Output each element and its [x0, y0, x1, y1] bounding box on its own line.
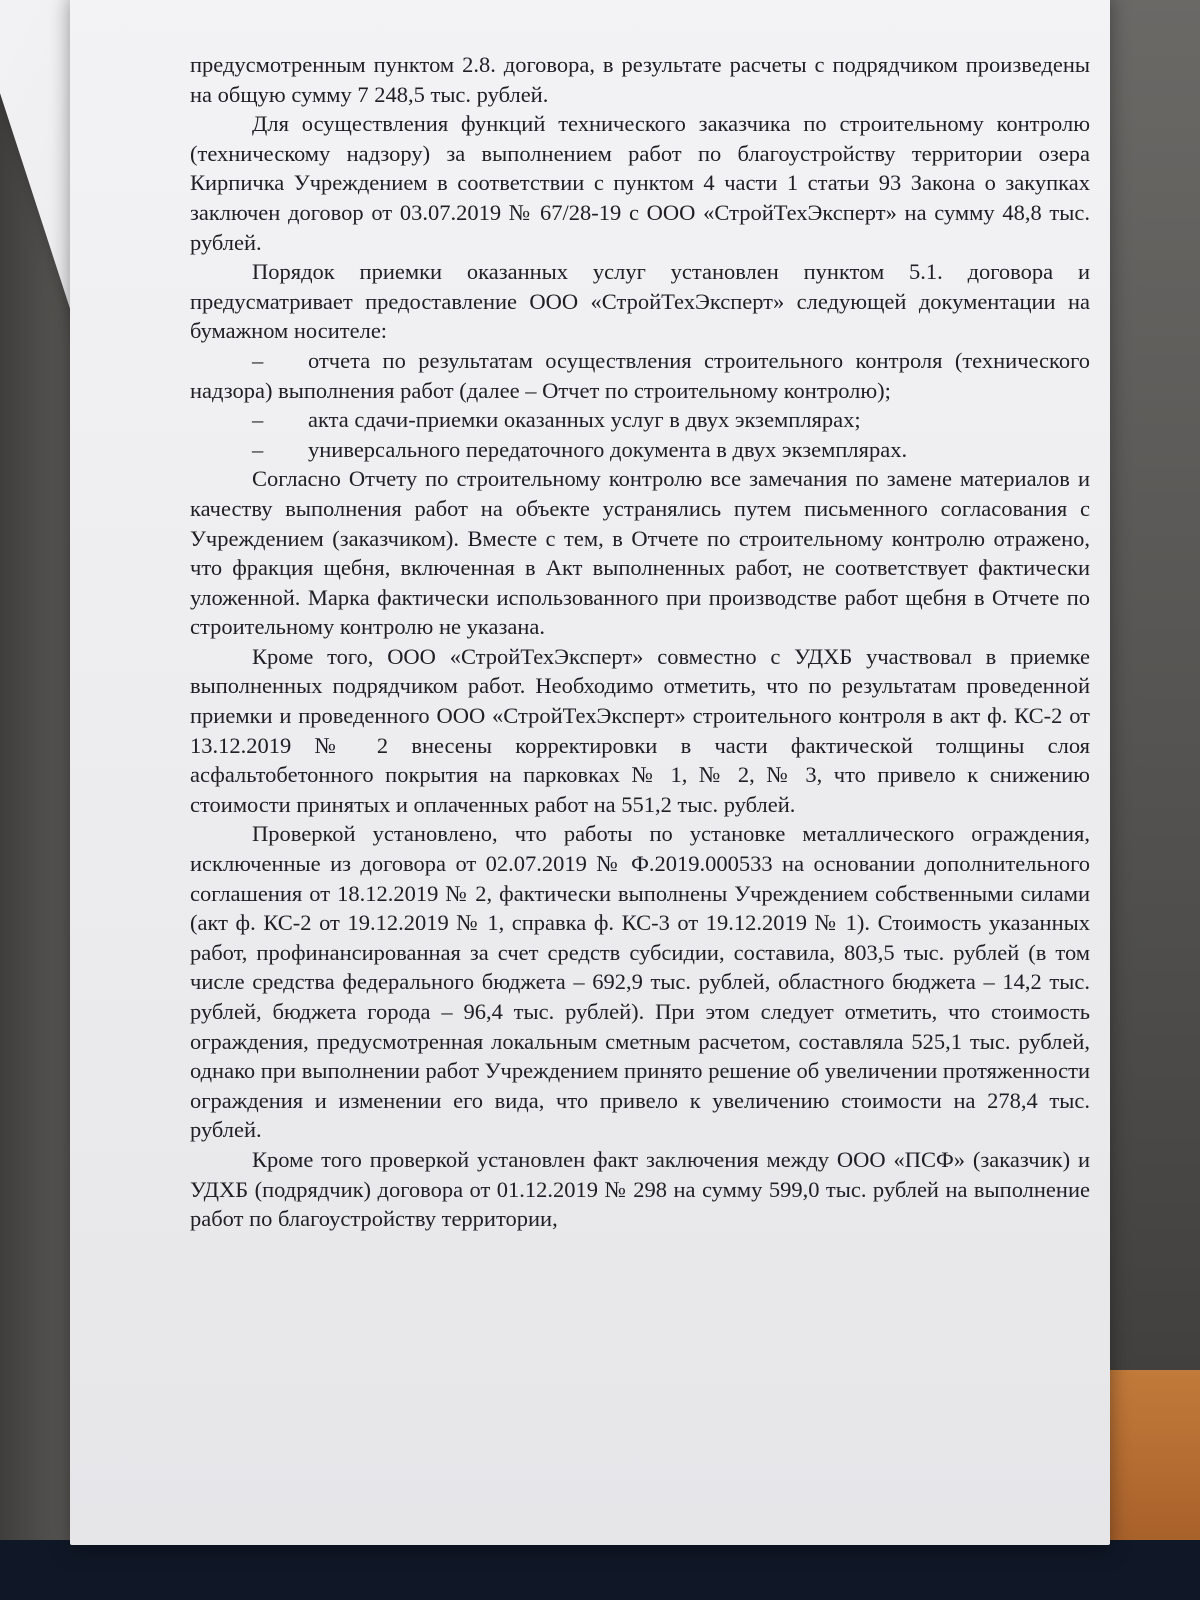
list-dash: –: [252, 407, 264, 433]
background-floor: [0, 1540, 1200, 1600]
list-dash: –: [252, 436, 264, 462]
paragraph-continuation: предусмотренным пунктом 2.8. договора, в результате расчеты с подрядчиком произведены на общую сумму 7 248,5 тыс. рублей.: [190, 52, 1090, 107]
list-dash: –: [252, 347, 264, 373]
document-page: [70, 0, 1110, 1545]
list-item-upd: [190, 435, 1090, 465]
paragraph-construction-report: Согласно Отчету по строительному контролю все замечания по замене материалов и качеству выполнения работ на объекте устранялись путем письменного согласования с Учреждением (заказчиком). Вместе с тем, в Отчете по строительному контролю отражено, что фракция щебня, включенная в Акт выполненных работ, не соответствует фактически уложенной. Марка фактически использованного при производстве работ щебня в Отчете по строительному контролю не указана.: [190, 466, 1090, 640]
list-item-text: универсального передаточного документа в двух экземплярах.: [308, 436, 908, 462]
paragraph-joint-acceptance: Кроме того, ООО «СтройТехЭксперт» совместно с УДХБ участвовал в приемке выполненных подрядчиком работ. Необходимо отметить, что по результатам проведенной приемки и проведенного ООО «СтройТехЭксперт» строительного контроля в акт ф. КС-2 от 13.12.2019 № 2 внесены корректировки в части фактической толщины слоя асфальтобетонного покрытия на парковках № 1, № 2, № 3, что привело к снижению стоимости принятых и оплаченных работ на 551,2 тыс. рублей.: [190, 643, 1090, 817]
paragraph-acceptance-procedure: Порядок приемки оказанных услуг установлен пунктом 5.1. договора и предусматривает предоставление ООО «СтройТехЭксперт» следующей документации на бумажном носителе:: [190, 259, 1090, 344]
paragraph-fence-works: Проверкой установлено, что работы по установке металлического ограждения, исключенные из договора от 02.07.2019 № Ф.2019.000533 на основании дополнительного соглашения от 18.12.2019 № 2, фактически выполнены Учреждением собственными силами (акт ф. КС-2 от 19.12.2019 № 1, справка ф. КС-3 от 19.12.2019 № 1). Стоимость указанных работ, профинансированная за счет средств субсидии, составила, 803,5 тыс. рублей (в том числе средства федерального бюджета – 692,9 тыс. рублей, областного бюджета – 14,2 тыс. рублей, бюджета города – 96,4 тыс. рублей). При этом следует отметить, что стоимость ограждения, предусмотренная локальным сметным расчетом, составляла 525,1 тыс. рублей, однако при выполнении работ Учреждением принято решение об увеличении протяженности ограждения и изменении его вида, что привело к увеличению стоимости на 278,4 тыс. рублей.: [190, 821, 1090, 1143]
list-item-report: [190, 346, 1090, 405]
paragraph-technical-customer: Для осуществления функций технического заказчика по строительному контролю (техническому надзору) за выполнением работ по благоустройству территории озера Кирпичка Учреждением в соответствии с пунктом 4 части 1 статьи 93 Закона о закупках заключен договор от 03.07.2019 № 67/28-19 с ООО «СтройТехЭксперт» на сумму 48,8 тыс. рублей.: [190, 111, 1090, 255]
list-item-text: акта сдачи-приемки оказанных услуг в двух экземплярах;: [308, 407, 861, 433]
document-body: [190, 50, 1090, 1234]
list-item-act: [190, 405, 1090, 435]
paragraph-psf-contract: Кроме того проверкой установлен факт заключения между ООО «ПСФ» (заказчик) и УДХБ (подрядчик) договора от 01.12.2019 № 298 на сумму 599,0 тыс. рублей на выполнение работ по благоустройству территории,: [190, 1146, 1090, 1232]
list-item-text: отчета по результатам осуществления строительного контроля (технического надзора) выполнения работ (далее – Отчет по строительному контролю);: [190, 347, 1090, 403]
